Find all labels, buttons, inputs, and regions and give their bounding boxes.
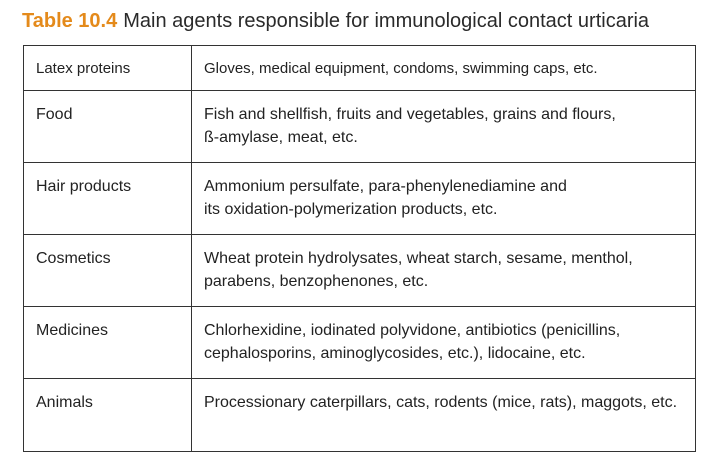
table-row <box>24 307 696 379</box>
table-number: Table 10.4 <box>22 10 118 32</box>
examples-cell <box>192 235 696 307</box>
table-row <box>24 379 696 452</box>
examples-text: Chlorhexidine, iodinated polyvidone, antibiotics (penicillins, <box>204 322 621 339</box>
agent-label: Medicines <box>36 322 109 339</box>
table-caption <box>22 8 649 34</box>
agent-cell <box>24 46 192 91</box>
table-row <box>24 46 696 91</box>
table-row <box>24 163 696 235</box>
examples-text: Fish and shellfish, fruits and vegetables, grains and flours, <box>204 106 616 123</box>
examples-text: Processionary caterpillars, cats, rodents (mice, rats), maggots, etc. <box>204 394 678 411</box>
agent-label: Latex proteins <box>36 60 131 77</box>
agent-cell <box>24 91 192 163</box>
examples-text: Gloves, medical equipment, condoms, swimming caps, etc. <box>204 60 598 77</box>
agents-table <box>23 45 696 452</box>
agent-cell <box>24 307 192 379</box>
table-title: Main agents responsible for immunological contact urticaria <box>123 10 650 32</box>
examples-text: Ammonium persulfate, para-phenylenediamine and <box>204 178 567 195</box>
examples-text: Wheat protein hydrolysates, wheat starch, sesame, menthol, <box>204 250 633 267</box>
examples-text: cephalosporins, aminoglycosides, etc.), lidocaine, etc. <box>204 345 586 362</box>
agent-cell <box>24 379 192 452</box>
agent-cell <box>24 235 192 307</box>
agent-label: Animals <box>36 394 93 411</box>
agent-label: Food <box>36 106 73 123</box>
table-row <box>24 91 696 163</box>
examples-text: ß-amylase, meat, etc. <box>204 129 358 146</box>
examples-cell <box>192 307 696 379</box>
agent-label: Hair products <box>36 178 132 195</box>
examples-text: its oxidation-polymerization products, etc. <box>204 201 498 218</box>
examples-cell <box>192 91 696 163</box>
table-row <box>24 235 696 307</box>
agent-cell <box>24 163 192 235</box>
examples-cell <box>192 46 696 91</box>
examples-cell <box>192 163 696 235</box>
examples-cell <box>192 379 696 452</box>
examples-text: parabens, benzophenones, etc. <box>204 273 429 290</box>
agent-label: Cosmetics <box>36 250 111 267</box>
